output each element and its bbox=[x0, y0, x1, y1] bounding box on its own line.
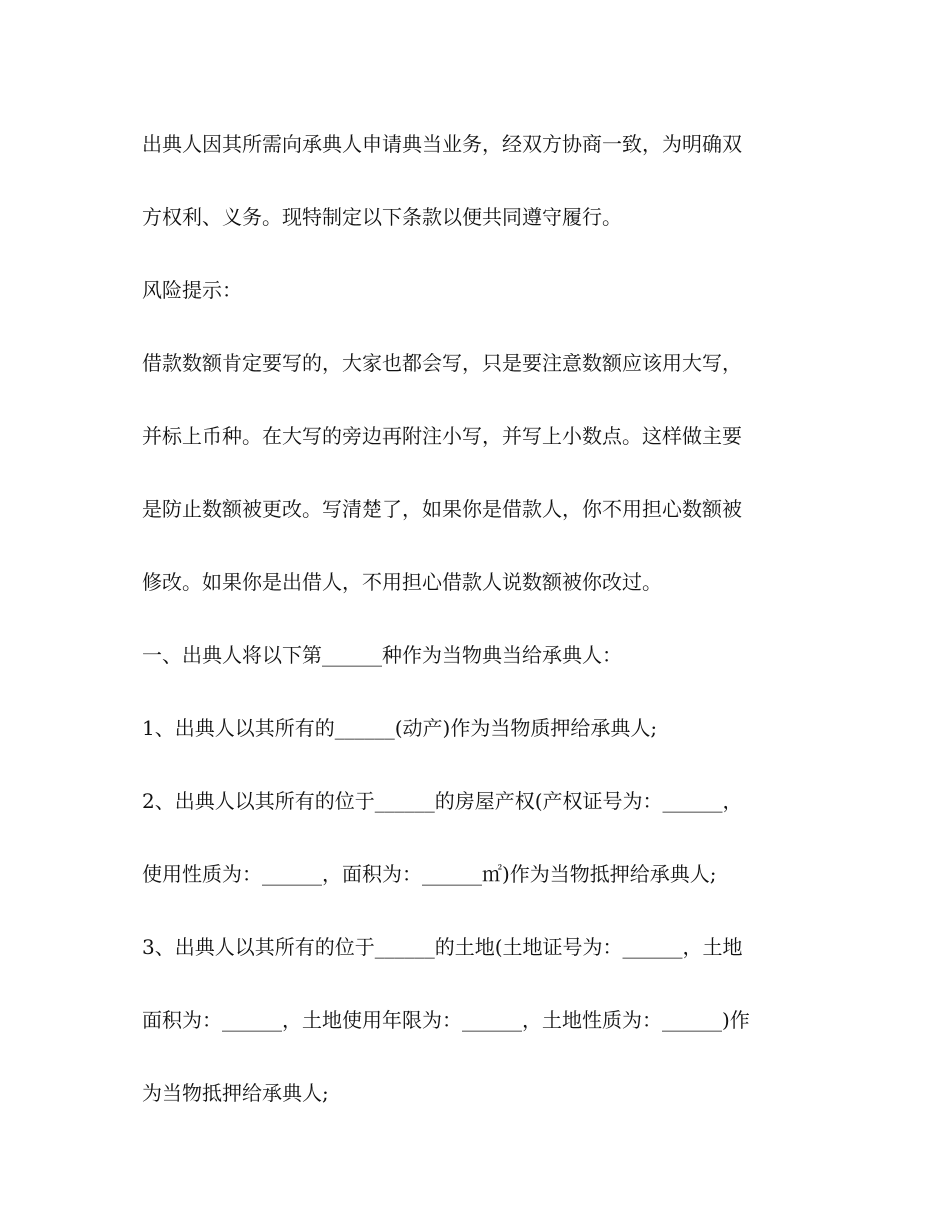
clause-item: 面积为：______，土地使用年限为：______，土地性质为：______)作 bbox=[142, 1008, 750, 1032]
risk-heading: 风险提示： bbox=[142, 278, 242, 302]
paragraph-line: 方权利、义务。现特制定以下条款以便共同遵守履行。 bbox=[142, 205, 622, 229]
clause-heading: 一、出典人将以下第______种作为当物典当给承典人： bbox=[142, 643, 622, 667]
paragraph-line: 出典人因其所需向承典人申请典当业务，经双方协商一致，为明确双 bbox=[142, 132, 742, 156]
paragraph-line: 修改。如果你是出借人，不用担心借款人说数额被你改过。 bbox=[142, 570, 662, 594]
clause-item: 2、出典人以其所有的位于______的房屋产权(产权证号为：______， bbox=[142, 789, 743, 813]
paragraph-line: 并标上币种。在大写的旁边再附注小写，并写上小数点。这样做主要 bbox=[142, 424, 742, 448]
paragraph-line: 借款数额肯定要写的，大家也都会写，只是要注意数额应该用大写， bbox=[142, 351, 742, 375]
clause-item: 3、出典人以其所有的位于______的土地(土地证号为：______，土地 bbox=[142, 935, 743, 959]
clause-item: 为当物抵押给承典人; bbox=[142, 1081, 329, 1105]
document-body bbox=[142, 124, 822, 1146]
clause-item: 使用性质为：______，面积为：______㎡)作为当物抵押给承典人; bbox=[142, 862, 717, 886]
paragraph-line: 是防止数额被更改。写清楚了，如果你是借款人，你不用担心数额被 bbox=[142, 497, 742, 521]
clause-item: 1、出典人以其所有的______(动产)作为当物质押给承典人; bbox=[142, 716, 658, 740]
